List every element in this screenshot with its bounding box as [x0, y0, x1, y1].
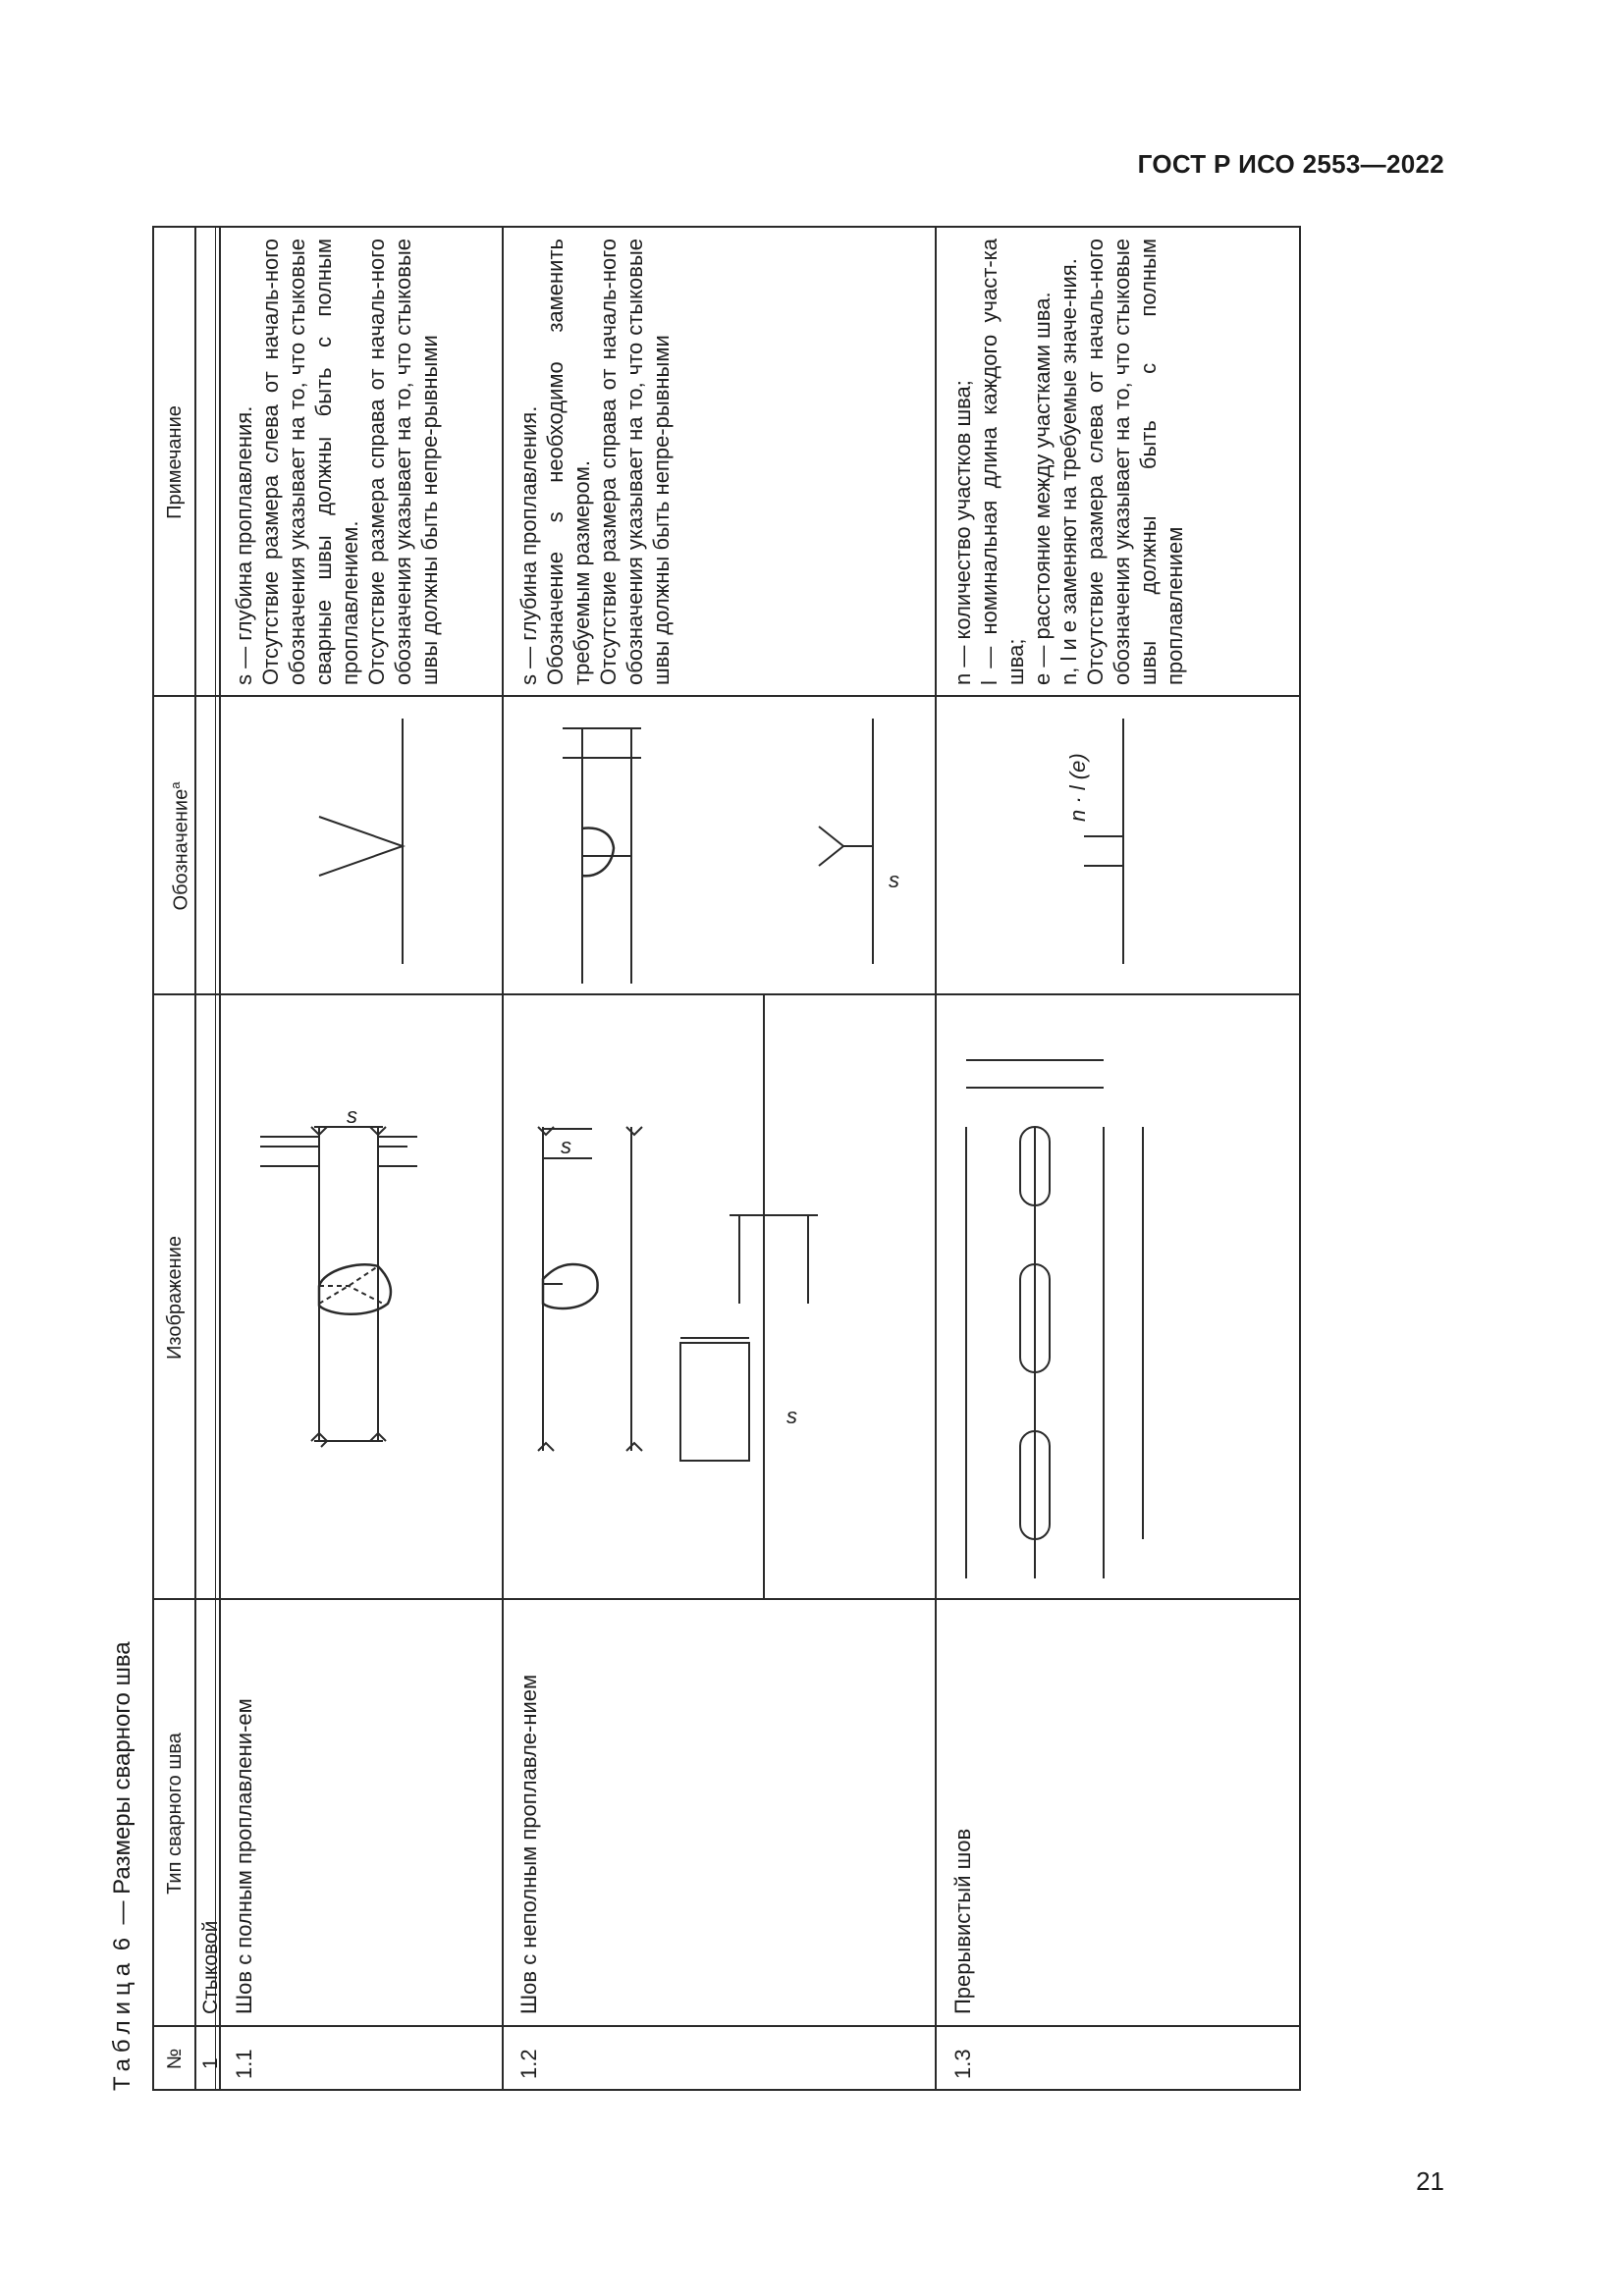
group-no: 1 — [199, 2057, 222, 2069]
row-1-2-symbol-drawing — [504, 697, 763, 993]
note-line: n — количество участков шва; — [950, 380, 975, 685]
col-header-image: Изображение — [164, 1236, 186, 1360]
row-1-1-image — [221, 995, 502, 1598]
dim-label-s: s — [347, 1103, 357, 1128]
caption-number: 6 — [109, 1937, 135, 1951]
table-caption — [108, 1641, 137, 2091]
row-1-1-note — [231, 239, 443, 685]
symbol-label-nle: n · l (e) — [1065, 753, 1090, 822]
note-line: Отсутствие размера справа от началь-ного обозначения указывает на то, что стыковые швы должны быть непре-рывными — [596, 239, 674, 685]
document-header: ГОСТ Р ИСО 2553—2022 — [1137, 149, 1444, 179]
row-1-2-no: 1.2 — [516, 2049, 541, 2079]
note-line: Отсутствие размера слева от началь-ного обозначения указывает на то, что стыковые швы должны быть с полным проплавлением — [1083, 239, 1187, 685]
row-1-1-type: Шов с полным проплавлени-ем — [232, 1698, 256, 2014]
row-1-1-symbol — [221, 697, 502, 993]
col-header-type: Тип сварного шва — [164, 1733, 186, 1895]
dim-label-s-1-2-b: s — [786, 1404, 797, 1428]
page-number: 21 — [1416, 2166, 1444, 2196]
note-line: s — глубина проплавления. — [516, 405, 541, 685]
note-line: Отсутствие размера слева от началь-ного обозначения указывает на то, что стыковые сварные швы должны быть с полным проплавлением. — [258, 239, 362, 685]
row-1-2-image — [504, 995, 936, 1598]
row-1-3-no: 1.3 — [950, 2049, 975, 2079]
dim-label-s-1-2: s — [561, 1134, 571, 1158]
note-line: n, l и e заменяют на требуемые значе-ния. — [1056, 258, 1081, 685]
note-line: s — глубина проплавления. — [232, 405, 256, 685]
col-header-note: Примечание — [164, 405, 186, 519]
row-1-2-note — [515, 239, 675, 685]
row-1-2-symbol — [765, 697, 934, 993]
row-1-3-symbol — [937, 697, 1299, 993]
row-1-3-type: Прерывистый шов — [950, 1828, 975, 2014]
caption-prefix: Таблица — [109, 1956, 135, 2091]
note-line: l — номинальная длина каждого участ-ка шва; — [977, 239, 1028, 685]
col-header-symbol-text: Обозначение — [170, 788, 192, 911]
note-line: Отсутствие размера справа от началь-ного обозначения указывает на то, что стыковые швы должны быть непре-рывными — [364, 239, 442, 685]
symbol-label-s: s — [889, 868, 899, 892]
note-line: Обозначение s необходимо заменить требуемым размером. — [543, 239, 594, 685]
weld-dimensions-table — [152, 226, 1301, 2091]
note-line: e — расстояние между участками шва. — [1030, 292, 1055, 685]
row-1-2-type: Шов с неполным проплавле-нием — [516, 1674, 541, 2014]
row-1-3-note — [949, 239, 1188, 685]
group-type: Стыковой — [199, 1920, 222, 2014]
row-1-3-image — [937, 995, 1299, 1598]
col-header-symbol — [162, 697, 195, 995]
col-header-no: № — [164, 2048, 186, 2070]
caption-title: — Размеры сварного шва — [109, 1641, 135, 1925]
row-1-1-no: 1.1 — [232, 2049, 256, 2079]
col-header-symbol-sup: а — [168, 781, 183, 789]
rotated-table-block — [108, 226, 1311, 2091]
